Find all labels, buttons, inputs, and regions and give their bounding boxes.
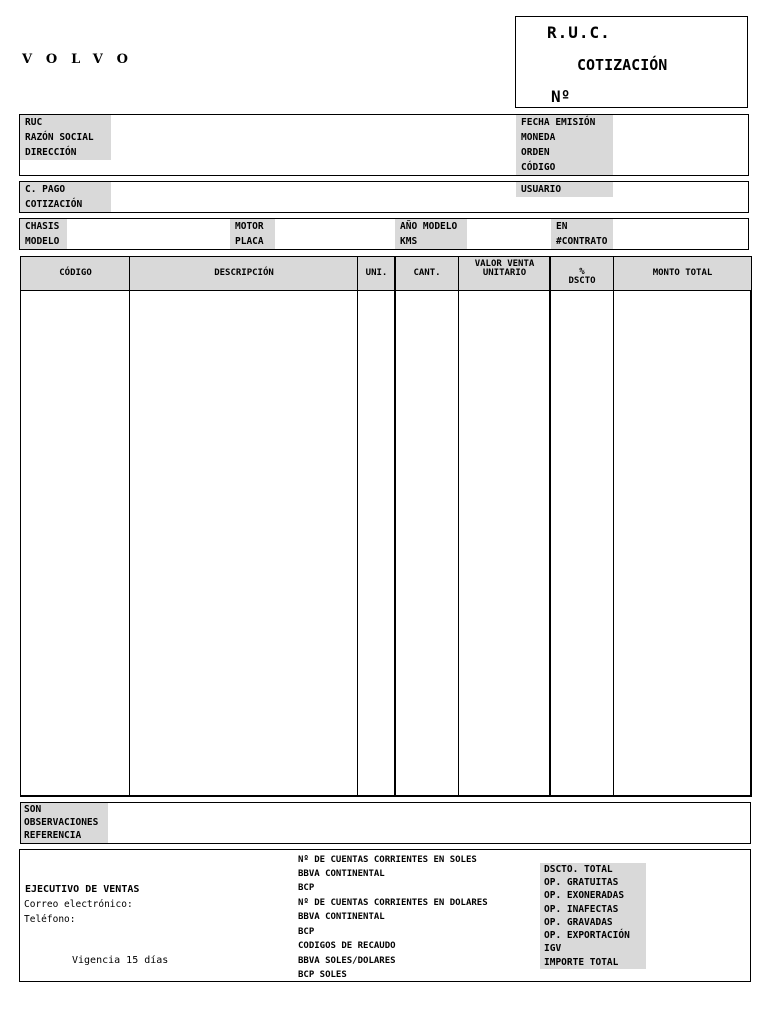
accounts-line: BCP SOLES <box>298 970 347 980</box>
cotizacion-label: COTIZACIÓN <box>25 199 83 210</box>
header-bottom-rule <box>21 290 750 291</box>
notes-section <box>20 802 751 844</box>
kms-label: KMS <box>400 236 418 247</box>
igv-label: IGV <box>544 943 562 954</box>
op-gratuitas-label: OP. GRATUITAS <box>544 877 619 888</box>
son-label: SON <box>24 804 42 815</box>
accounts-line: Nº DE CUENTAS CORRIENTES EN SOLES <box>298 855 477 865</box>
accounts-line: BBVA SOLES/DOLARES <box>298 956 396 966</box>
fecha-emision-label: FECHA EMISIÓN <box>521 117 596 128</box>
accounts-line: BBVA CONTINENTAL <box>298 869 385 879</box>
op-gravadas-label: OP. GRAVADAS <box>544 917 613 928</box>
col-header-codigo: CÓDIGO <box>21 257 130 290</box>
codigo-label: CÓDIGO <box>521 162 556 173</box>
accounts-line: CODIGOS DE RECAUDO <box>298 941 396 951</box>
col-divider <box>613 257 614 795</box>
telefono-label: Teléfono: <box>24 914 76 925</box>
modelo-label: MODELO <box>25 236 60 247</box>
contrato-label: #CONTRATO <box>556 236 608 247</box>
op-inafectas-label: OP. INAFECTAS <box>544 904 619 915</box>
usuario-label: USUARIO <box>521 184 562 195</box>
accounts-line: BCP <box>298 883 315 893</box>
vehicle-section <box>19 218 749 250</box>
ruc-header-box <box>515 16 748 108</box>
direccion-label: DIRECCIÓN <box>25 147 77 158</box>
anio-modelo-label: AÑO MODELO <box>400 221 458 232</box>
dscto-total-label: DSCTO. TOTAL <box>544 864 613 875</box>
volvo-logo: VOLVO <box>22 52 142 67</box>
orden-label: ORDEN <box>521 147 550 158</box>
col-divider <box>458 257 459 795</box>
numero-label: Nº <box>551 87 571 106</box>
accounts-line: BCP <box>298 927 315 937</box>
moneda-label: MONEDA <box>521 132 556 143</box>
op-exoneradas-label: OP. EXONERADAS <box>544 890 625 901</box>
c-pago-label: C. PAGO <box>25 184 66 195</box>
footer-section <box>19 849 751 982</box>
vigencia-label: Vigencia 15 días <box>72 955 169 966</box>
col-header-uni: UNI. <box>358 257 395 290</box>
placa-label: PLACA <box>235 236 264 247</box>
motor-label: MOTOR <box>235 221 264 232</box>
client-section <box>19 114 749 176</box>
col-divider <box>357 257 358 795</box>
correo-label: Correo electrónico: <box>24 899 133 910</box>
col-divider <box>129 257 130 795</box>
ejecutivo-ventas-label: EJECUTIVO DE VENTAS <box>25 884 140 895</box>
col-header-dscto: % DSCTO <box>550 257 614 290</box>
chasis-label: CHASIS <box>25 221 60 232</box>
referencia-label: REFERENCIA <box>24 830 82 841</box>
observaciones-label: OBSERVACIONES <box>24 817 99 828</box>
op-exportacion-label: OP. EXPORTACIÓN <box>544 930 630 941</box>
accounts-line: Nº DE CUENTAS CORRIENTES EN DOLARES <box>298 898 488 908</box>
col-header-valor-venta: VALOR VENTA UNITARIO <box>459 257 550 290</box>
cotizacion-title: COTIZACIÓN <box>577 56 668 74</box>
en-label: EN <box>556 221 568 232</box>
payment-section <box>19 181 749 213</box>
ruc-label: RUC <box>25 117 43 128</box>
accounts-line: BBVA CONTINENTAL <box>298 912 385 922</box>
items-table <box>20 256 752 797</box>
col-divider <box>394 257 396 795</box>
col-header-cant: CANT. <box>395 257 459 290</box>
col-divider <box>549 257 551 795</box>
importe-total-label: IMPORTE TOTAL <box>544 957 619 968</box>
ruc-title: R.U.C. <box>547 23 611 42</box>
razon-social-label: RAZÓN SOCIAL <box>25 132 94 143</box>
col-header-monto-total: MONTO TOTAL <box>614 257 751 290</box>
col-header-descripcion: DESCRIPCIÓN <box>130 257 358 290</box>
